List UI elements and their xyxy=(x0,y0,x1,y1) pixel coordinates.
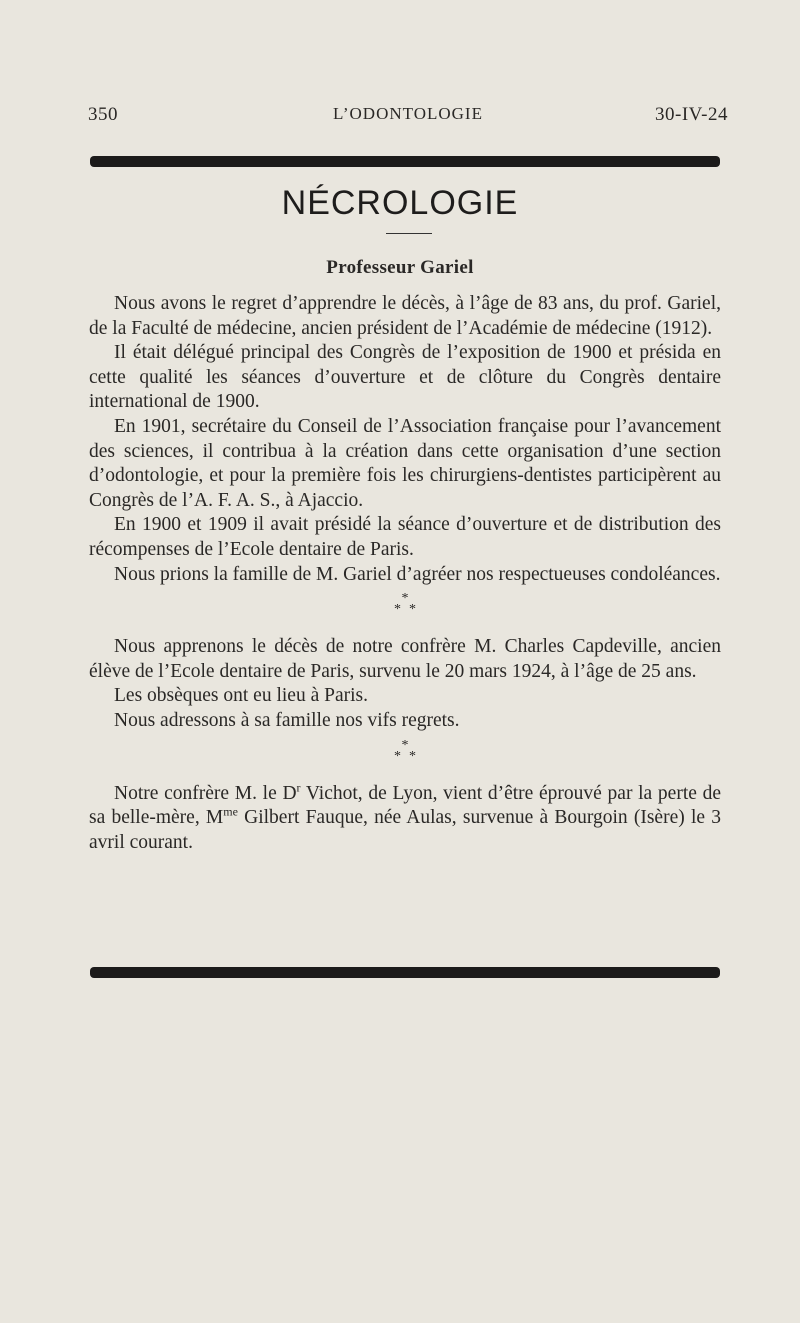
obituary-subhead: Professeur Gariel xyxy=(326,257,474,278)
asterism-separator xyxy=(89,734,721,782)
article-body xyxy=(89,292,721,855)
paragraph: Nous prions la famille de M. Gariel d’agréer nos respectueuses condoléances. xyxy=(114,563,721,585)
text-run: Vichot, de Lyon, vient d’être éprouvé par la perte de sa belle-mère, M xyxy=(89,782,721,829)
paragraph xyxy=(89,782,721,856)
asterism-top: * xyxy=(401,737,409,753)
asterism-separator xyxy=(89,587,721,635)
top-rule xyxy=(90,156,720,167)
paragraph: En 1901, secrétaire du Conseil de l’Association française pour l’avancement des sciences, il contribua à la création dans cette organisation d’une section d’odontologie, et pour la première fois les chirurgiens-dentistes participèrent au Congrès de l’A. F. A. S., à Ajaccio. xyxy=(89,415,721,511)
superscript: me xyxy=(223,804,238,819)
issue-date: 30-IV-24 xyxy=(655,104,728,125)
page-number: 350 xyxy=(88,104,118,125)
running-header xyxy=(88,104,728,132)
paragraph: Nous adressons à sa famille nos vifs regrets. xyxy=(114,709,460,731)
paragraph: Nous apprenons le décès de notre confrère M. Charles Capdeville, ancien élève de l’Ecole dentaire de Paris, survenu le 20 mars 1924, à l’âge de 25 ans. xyxy=(89,636,721,682)
paragraph: Nous avons le regret d’apprendre le décès, à l’âge de 83 ans, du prof. Gariel, de la Faculté de médecine, ancien président de l’Académie de médecine (1912). xyxy=(89,293,721,339)
paragraph: Il était délégué principal des Congrès de l’exposition de 1900 et présida en cette qualité les séances d’ouverture et de clôture du Congrès dentaire international de 1900. xyxy=(89,342,721,413)
text-run: Gilbert Fauque, née Aulas, survenue à Bourgoin (Isère) le 3 avril courant. xyxy=(89,807,721,853)
superscript: r xyxy=(296,780,301,794)
asterism-bottom: ** xyxy=(394,748,424,764)
text-run: Notre confrère M. le D xyxy=(114,782,297,804)
section-title: NÉCROLOGIE xyxy=(281,184,519,222)
asterism-bottom: ** xyxy=(394,602,424,618)
bottom-rule xyxy=(90,967,720,978)
paragraph: En 1900 et 1909 il avait présidé la séance d’ouverture et de distribution des récompenses de l’Ecole dentaire de Paris. xyxy=(89,514,721,560)
journal-title: L’ODONTOLOGIE xyxy=(333,104,483,123)
title-underline xyxy=(386,233,432,234)
paragraph: Les obsèques ont eu lieu à Paris. xyxy=(114,685,368,707)
asterism-top: * xyxy=(401,591,409,607)
